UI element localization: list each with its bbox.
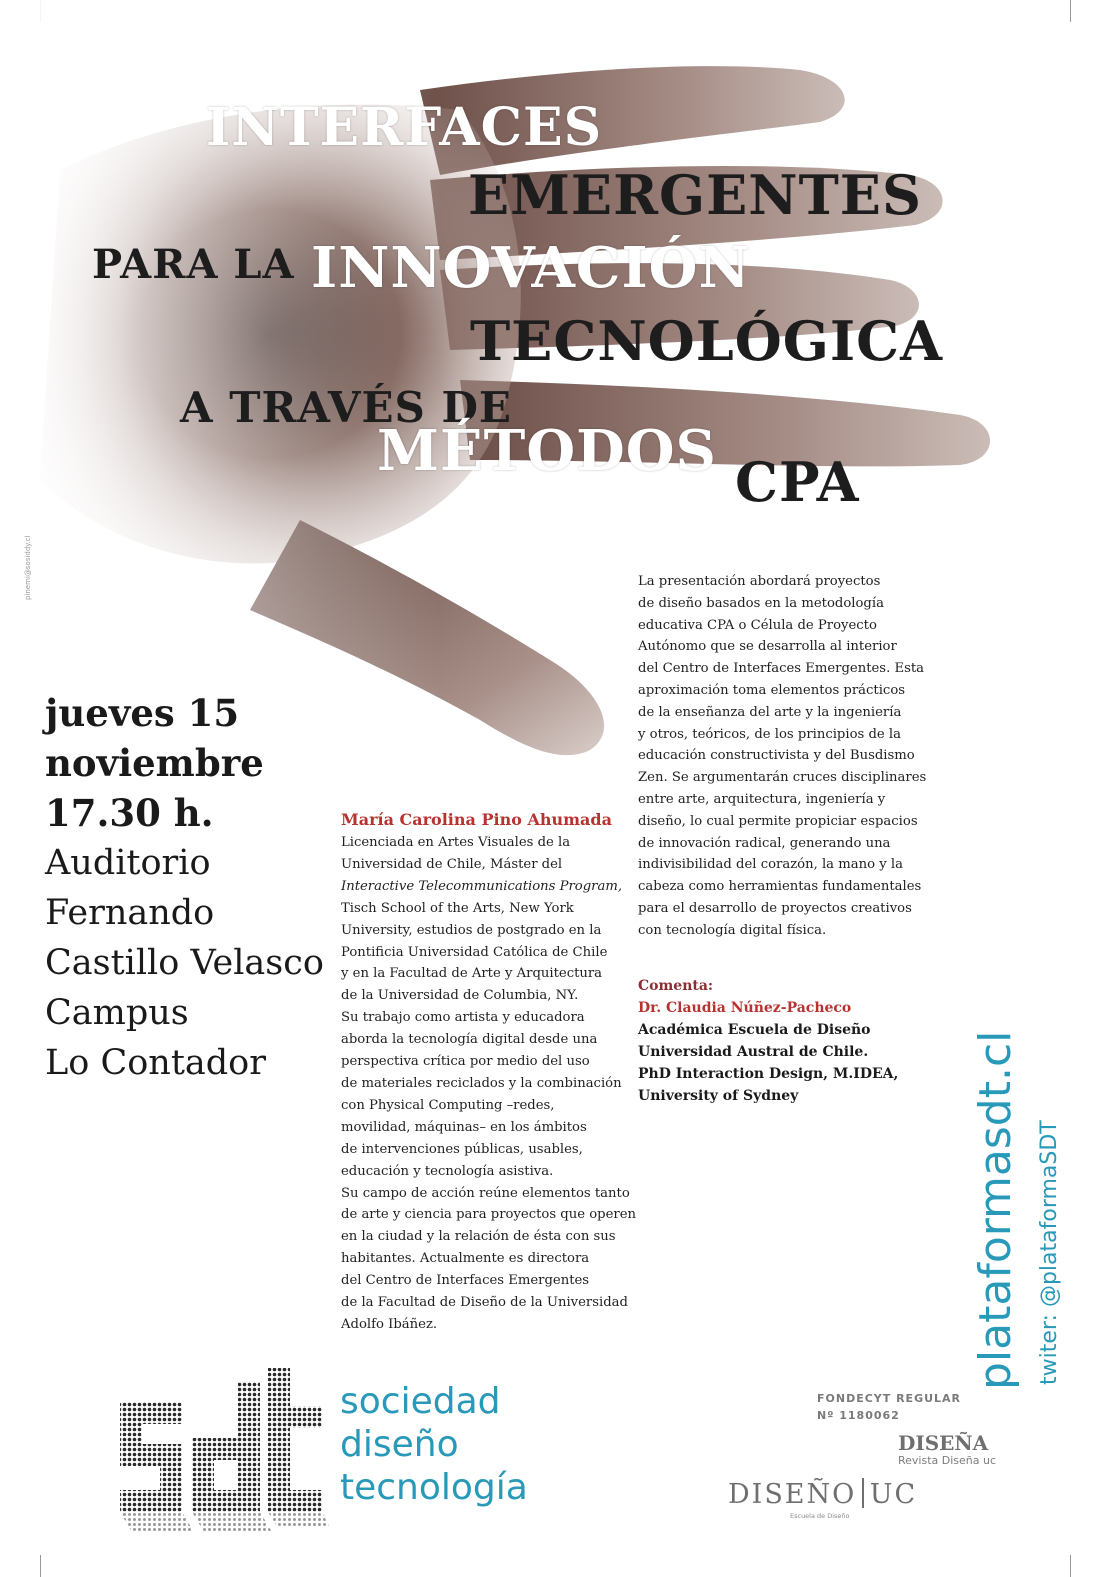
fondecyt-number: Nº 1180062 bbox=[817, 1409, 900, 1422]
bio-line: habitantes. Actualmente es directora bbox=[341, 1251, 590, 1267]
bio-line: de arte y ciencia para proyectos que operen bbox=[341, 1207, 637, 1223]
description-line: aproximación toma elementos prácticos bbox=[638, 682, 906, 698]
commentator-name: Dr. Claudia Núñez-Pacheco bbox=[638, 1000, 852, 1016]
event-date-day: jueves 15 bbox=[45, 691, 240, 735]
description-line: con tecnología digital física. bbox=[638, 922, 827, 938]
bio-line: Su trabajo como artista y educadora bbox=[341, 1010, 585, 1026]
event-time: 17.30 h. bbox=[45, 791, 214, 835]
description-line: educación constructivista y del Busdismo bbox=[638, 748, 915, 764]
bio-line: de la Universidad de Columbia, NY. bbox=[341, 988, 579, 1004]
talk-description bbox=[638, 571, 938, 942]
description-line: de la enseñanza del arte y la ingeniería bbox=[638, 704, 902, 720]
disena-subtitle: Revista Diseña uc bbox=[898, 1454, 997, 1467]
bio-line: Adolfo Ibáñez. bbox=[341, 1316, 438, 1332]
description-line: cabeza como herramientas fundamentales bbox=[638, 879, 922, 895]
bio-line: Pontificia Universidad Católica de Chile bbox=[341, 944, 608, 960]
event-date-month: noviembre bbox=[45, 741, 264, 785]
description-line: para el desarrollo de proyectos creativos bbox=[638, 900, 912, 916]
headline-line-1: INTERFACES bbox=[206, 97, 603, 158]
headline-line-6a: MÉTODOS bbox=[377, 418, 717, 484]
event-venue-line: Auditorio bbox=[45, 843, 211, 883]
fondecyt-credit bbox=[817, 1390, 961, 1424]
bio-line: con Physical Computing –redes, bbox=[341, 1097, 555, 1113]
event-venue-line: Fernando bbox=[45, 893, 215, 933]
twitter-handle[interactable]: twiter: @plataformaSDT bbox=[1037, 1120, 1062, 1385]
sdt-logo-text bbox=[340, 1380, 528, 1509]
description-line: y otros, teóricos, de los principios de la bbox=[638, 726, 902, 742]
bio-line: Licenciada en Artes Visuales de la bbox=[341, 835, 571, 850]
description-line: de diseño basados en la metodología bbox=[638, 595, 884, 611]
disena-title: DISEÑA bbox=[898, 1431, 989, 1455]
description-line: indivisibilidad del corazón, la mano y la bbox=[638, 857, 903, 873]
uc-logo-left: DISEÑO bbox=[728, 1479, 857, 1510]
bio-line: movilidad, máquinas– en los ámbitos bbox=[341, 1119, 587, 1135]
bio-line: Su campo de acción reúne elementos tanto bbox=[341, 1185, 630, 1201]
bio-line bbox=[341, 876, 631, 898]
bio-program-name: Interactive Telecommunications Program, bbox=[341, 878, 623, 894]
bio-line: perspectiva crítica por medio del uso bbox=[341, 1054, 590, 1070]
commentator-line: PhD Interaction Design, M.IDEA, bbox=[638, 1066, 899, 1082]
commentator-label: Comenta: bbox=[638, 978, 714, 994]
crop-mark bbox=[1070, 1555, 1071, 1577]
fondecyt-title: FONDECYT REGULAR bbox=[817, 1392, 962, 1405]
photo-credit: pinemi@sosiddy.cl bbox=[24, 535, 32, 600]
headline-line-3b: INNOVACIÓN bbox=[311, 235, 751, 301]
commentator-line: Académica Escuela de Diseño bbox=[638, 1022, 871, 1038]
headline-line-3a: PARA LA bbox=[92, 241, 295, 288]
logo-text-line: diseño bbox=[340, 1424, 459, 1465]
description-line: entre arte, arquitectura, ingeniería y bbox=[638, 791, 886, 807]
event-venue-line: Castillo Velasco bbox=[45, 943, 324, 983]
logo-text-line: sociedad bbox=[340, 1381, 501, 1422]
bio-line: de intervenciones públicas, usables, bbox=[341, 1141, 583, 1157]
website-link[interactable]: plataformasdt.cl bbox=[970, 1030, 1021, 1390]
headline-line-6b: CPA bbox=[735, 450, 860, 514]
crop-mark bbox=[40, 1555, 41, 1577]
disena-logo bbox=[898, 1432, 996, 1468]
sdt-logo-icon bbox=[112, 1362, 330, 1542]
bio-line: de materiales reciclados y la combinación bbox=[341, 1075, 622, 1091]
event-venue-line: Campus bbox=[45, 993, 189, 1033]
uc-logo-subtitle: Escuela de Diseño bbox=[790, 1512, 850, 1520]
event-info bbox=[45, 688, 345, 1088]
bio-line: Universidad de Chile, Máster del bbox=[341, 856, 563, 872]
speaker-bio-text bbox=[341, 832, 637, 1336]
description-line: La presentación abordará proyectos bbox=[638, 574, 881, 589]
description-line: diseño, lo cual permite propiciar espacios bbox=[638, 813, 918, 829]
bio-line: Tisch School of the Arts, New York bbox=[341, 900, 574, 916]
diseno-uc-logo bbox=[728, 1478, 918, 1521]
bio-line: aborda la tecnología digital desde una bbox=[341, 1032, 598, 1048]
bio-line: University, estudios de postgrado en la bbox=[341, 922, 602, 938]
uc-logo-right: UC bbox=[869, 1479, 918, 1510]
event-venue-line: Lo Contador bbox=[45, 1043, 266, 1083]
commentator-line: Universidad Austral de Chile. bbox=[638, 1044, 869, 1060]
headline-line-5: A TRAVÉS DE bbox=[180, 383, 512, 432]
bio-line: de la Facultad de Diseño de la Universidad bbox=[341, 1295, 628, 1311]
uc-logo-divider bbox=[862, 1478, 864, 1508]
bio-line: y en la Facultad de Arte y Arquitectura bbox=[341, 966, 603, 982]
headline-line-2: EMERGENTES bbox=[468, 163, 922, 227]
description-line: Zen. Se argumentarán cruces disciplinares bbox=[638, 770, 927, 786]
commentator bbox=[638, 975, 938, 1107]
description-line: educativa CPA o Célula de Proyecto bbox=[638, 617, 877, 633]
bio-line: en la ciudad y la relación de ésta con sus bbox=[341, 1229, 616, 1245]
description-line: Autónomo que se desarrolla al interior bbox=[638, 639, 897, 655]
description-line: de innovación radical, generando una bbox=[638, 835, 891, 851]
speaker-bio bbox=[341, 808, 637, 1336]
speaker-name: María Carolina Pino Ahumada bbox=[341, 810, 612, 829]
headline-line-4: TECNOLÓGICA bbox=[470, 309, 943, 373]
bio-line: del Centro de Interfaces Emergentes bbox=[341, 1273, 590, 1289]
commentator-line: University of Sydney bbox=[638, 1088, 799, 1104]
logo-text-line: tecnología bbox=[340, 1467, 528, 1508]
description-line: del Centro de Interfaces Emergentes. Esta bbox=[638, 661, 925, 677]
bio-line: educación y tecnología asistiva. bbox=[341, 1163, 554, 1179]
